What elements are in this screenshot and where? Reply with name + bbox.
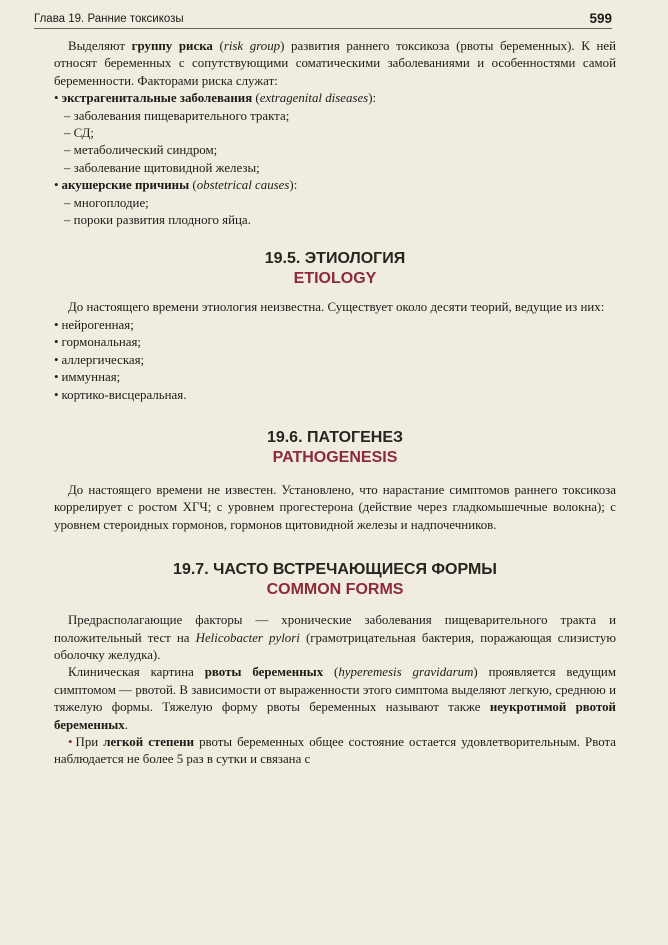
forms-paragraph-2 xyxy=(54,664,616,734)
forms-paragraph-3 xyxy=(54,734,616,769)
italic-term: hyperemesis gravidarum xyxy=(338,665,474,680)
text-run: рвоты беременных общее состояние остается удовлетворительным. Рвота наблюдается не более 5 раз в сутки и связана с xyxy=(54,734,616,767)
list-item: – многоплодие; xyxy=(64,195,149,210)
obstetric-sublist xyxy=(54,195,616,230)
heading-en: COMMON FORMS xyxy=(266,581,404,599)
italic-term: extragenital diseases xyxy=(259,91,369,106)
text-run: ): xyxy=(368,91,377,106)
text-run: ( xyxy=(189,178,197,193)
bold-term: группу риска xyxy=(131,39,213,53)
section-heading-forms xyxy=(54,560,616,600)
list-item xyxy=(54,369,616,386)
page-content xyxy=(54,38,616,769)
etiology-intro: До настоящего времени этиология неизвестна. Существует около десяти теорий, ведущие из них: xyxy=(68,300,605,315)
bold-term: экстрагенитальные заболевания xyxy=(61,91,253,106)
running-header xyxy=(34,6,612,29)
bullet-icon: • xyxy=(54,91,59,106)
list-item xyxy=(54,334,616,351)
text-run: иммунная; xyxy=(61,370,121,385)
bullet-icon: • xyxy=(54,317,59,332)
text-run: ): xyxy=(289,178,298,193)
text-run: Выделяют xyxy=(68,39,132,53)
section-heading-pathogenesis xyxy=(54,428,616,468)
risk-list xyxy=(54,177,616,194)
page-number: 599 xyxy=(589,11,612,26)
text-run: . xyxy=(124,717,128,732)
forms-paragraph-1 xyxy=(54,612,616,664)
text-run: (грамотрицательная бактерия, поражающая слизистую оболочку желудка). xyxy=(54,630,616,662)
bullet-icon: • xyxy=(54,387,59,402)
list-item xyxy=(54,317,616,334)
text-run: ( xyxy=(323,665,339,680)
heading-en: PATHOGENESIS xyxy=(272,448,398,466)
italic-term: obstetrical causes xyxy=(196,178,290,193)
text-run: ( xyxy=(252,91,260,106)
section-heading-etiology xyxy=(54,249,616,289)
italic-term: risk group xyxy=(223,39,281,53)
text-run: ( xyxy=(212,39,224,53)
list-item xyxy=(54,352,616,369)
list-item: – заболевание щитовидной железы; xyxy=(64,160,260,175)
bullet-icon: • xyxy=(54,335,59,350)
etiology-list xyxy=(54,317,616,404)
list-item: – заболевания пищеварительного тракта; xyxy=(64,108,290,123)
list-item: – метаболический синдром; xyxy=(64,143,218,158)
risk-list xyxy=(54,90,616,107)
text-run: нейрогенная; xyxy=(61,317,134,332)
text-run: При xyxy=(75,734,104,749)
list-item xyxy=(54,90,616,107)
bold-term: акушерские причины xyxy=(61,178,190,193)
pathogenesis-text: До настоящего времени не известен. Установлено, что нарастание симптомов раннего токсикоза коррелирует с ростом ХГЧ; с уровнем прогестерона (действие через гладкомышечные волокна); с уровнем стероидных гормонов, гормонов щитовидной железы и надпочечников. xyxy=(54,482,616,532)
list-item: – СД; xyxy=(64,126,94,141)
heading-ru: 19.5. ЭТИОЛОГИЯ xyxy=(264,250,406,268)
text-run: ) развития раннего токсикоза (рвоты беременных). К ней относят беременных с сопутствующими соматическими заболеваниями и особенностями самой беременности. Факторами риска служат: xyxy=(54,39,616,88)
list-item xyxy=(54,177,616,194)
list-item xyxy=(54,387,616,404)
text-run: гормональная; xyxy=(61,335,141,350)
list-item: – пороки развития плодного яйца. xyxy=(64,213,251,228)
bold-term: рвоты беременных xyxy=(204,665,324,680)
italic-term: Helicobacter pylori xyxy=(195,630,300,645)
heading-en: ETIOLOGY xyxy=(293,270,377,288)
text-run: Клиническая картина xyxy=(68,665,205,680)
heading-ru: 19.6. ПАТОГЕНЕЗ xyxy=(266,428,404,446)
extragenital-sublist xyxy=(54,108,616,178)
bullet-icon: • xyxy=(54,352,59,367)
bullet-icon: • xyxy=(54,178,59,193)
risk-paragraph xyxy=(54,38,616,90)
text-run: кортико-висцеральная. xyxy=(61,387,187,402)
bullet-icon: • xyxy=(54,370,59,385)
bold-term: легкой степени xyxy=(103,734,195,749)
chapter-title: Глава 19. Ранние токсикозы xyxy=(34,13,184,25)
text-run: аллергическая; xyxy=(61,352,145,367)
bullet-icon: • xyxy=(68,734,73,749)
bold-term: неукротимой рвотой беременных xyxy=(54,700,616,732)
text-run: Предрасполагающие факторы — хронические заболевания пищеварительного тракта и положительный тест на xyxy=(54,613,616,645)
text-run: ) проявляется ведущим симптомом — рвотой. В зависимости от выраженности этого симптома выделяют легкую, среднюю и тяжелую формы. Тяжелую форму рвоты беременных называют также xyxy=(54,665,616,715)
heading-ru: 19.7. ЧАСТО ВСТРЕЧАЮЩИЕСЯ ФОРМЫ xyxy=(173,561,497,579)
